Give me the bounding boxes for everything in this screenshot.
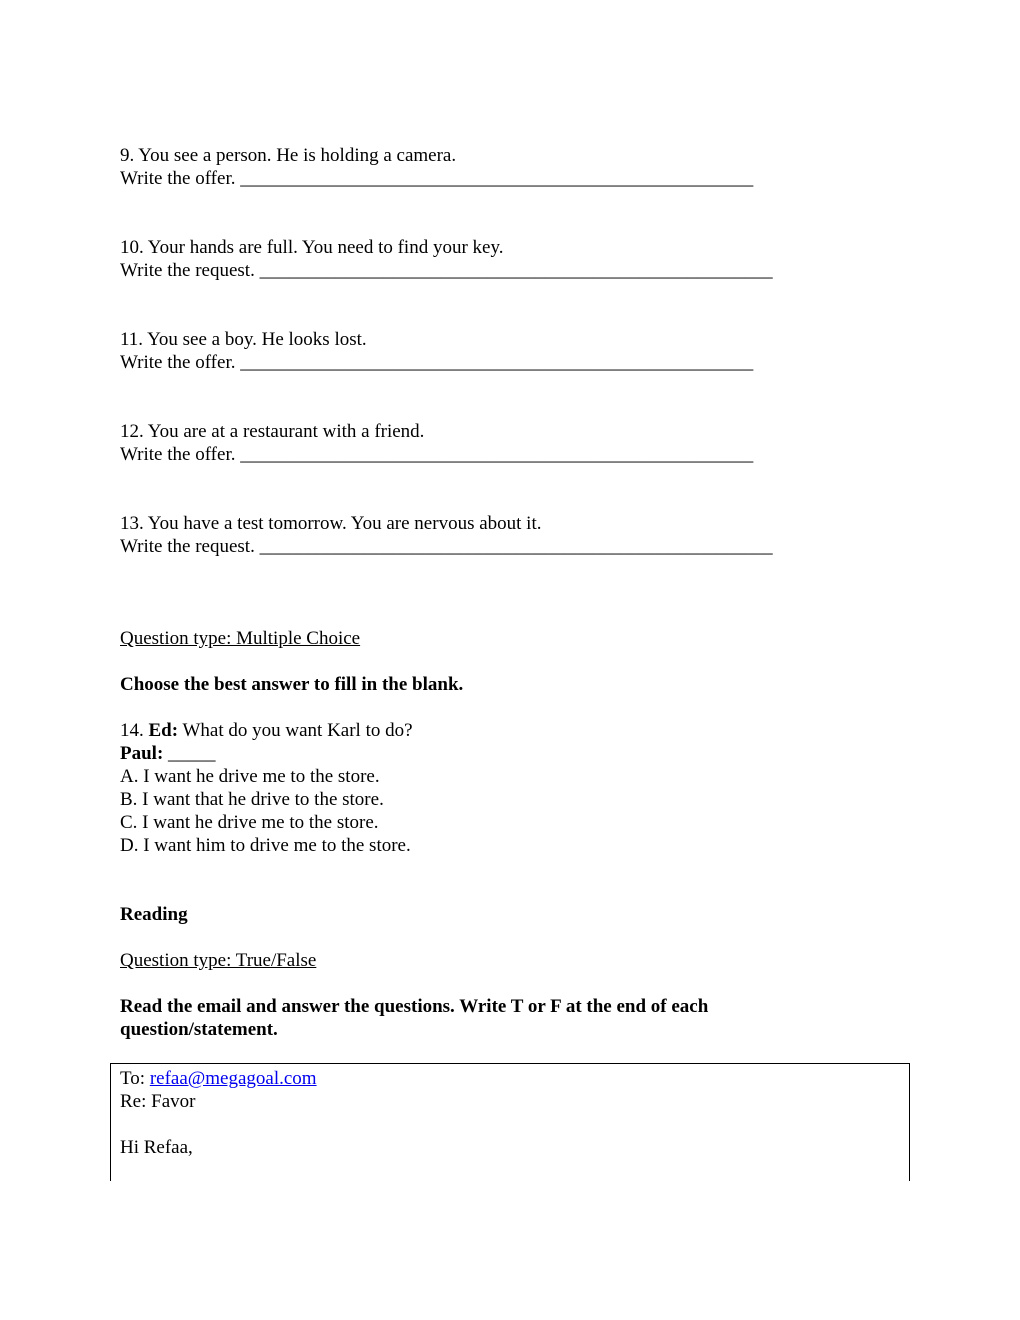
answer-instruction: Write the offer. <box>120 444 241 465</box>
answer-instruction: Write the request. <box>120 536 260 557</box>
answer-blank[interactable]: _____ <box>163 743 216 764</box>
tf-question-type-label: Question type: True/False <box>120 950 317 971</box>
speaker-ed: Ed: <box>148 720 179 741</box>
question-prompt: 9. You see a person. He is holding a camera. <box>120 145 457 166</box>
speaker-ed-line: What do you want Karl to do? <box>178 720 413 741</box>
speaker-paul: Paul: <box>120 743 164 764</box>
answer-instruction: Write the request. <box>120 260 260 281</box>
email-to-label: To: <box>120 1068 150 1089</box>
question-prompt: 13. You have a test tomorrow. You are nervous about it. <box>120 513 542 534</box>
answer-line[interactable] <box>120 535 773 558</box>
answer-blank[interactable]: ______________________________________________________ <box>259 260 773 281</box>
email-box <box>110 1063 910 1181</box>
question-14-answer-line <box>120 742 216 765</box>
reading-directions-line-2: question/statement. <box>120 1019 278 1040</box>
answer-line[interactable] <box>120 443 753 466</box>
option-d[interactable]: D. I want him to drive me to the store. <box>120 835 411 856</box>
answer-blank[interactable]: ______________________________________________________ <box>240 352 754 373</box>
question-prompt: 10. Your hands are full. You need to find your key. <box>120 237 504 258</box>
answer-blank[interactable]: ______________________________________________________ <box>240 168 754 189</box>
answer-line[interactable] <box>120 351 753 374</box>
mc-question-type-label: Question type: Multiple Choice <box>120 628 361 649</box>
reading-heading: Reading <box>120 904 188 925</box>
question-prompt: 12. You are at a restaurant with a friend. <box>120 421 425 442</box>
answer-blank[interactable]: ______________________________________________________ <box>240 444 754 465</box>
question-14-prompt <box>120 719 413 742</box>
question-prompt: 11. You see a boy. He looks lost. <box>120 329 367 350</box>
answer-line[interactable] <box>120 167 753 190</box>
option-c[interactable]: C. I want he drive me to the store. <box>120 812 379 833</box>
mc-directions: Choose the best answer to fill in the blank. <box>120 674 464 695</box>
answer-blank[interactable]: ______________________________________________________ <box>259 536 773 557</box>
answer-instruction: Write the offer. <box>120 168 241 189</box>
email-to-line <box>120 1067 317 1090</box>
reading-directions-line-1: Read the email and answer the questions. Write T or F at the end of each <box>120 996 709 1017</box>
answer-line[interactable] <box>120 259 773 282</box>
option-b[interactable]: B. I want that he drive to the store. <box>120 789 384 810</box>
question-number: 14. <box>120 720 149 741</box>
option-a[interactable]: A. I want he drive me to the store. <box>120 766 380 787</box>
email-greeting: Hi Refaa, <box>120 1137 193 1158</box>
email-subject: Re: Favor <box>120 1091 196 1112</box>
answer-instruction: Write the offer. <box>120 352 241 373</box>
email-address-link[interactable]: refaa@megagoal.com <box>149 1068 317 1089</box>
